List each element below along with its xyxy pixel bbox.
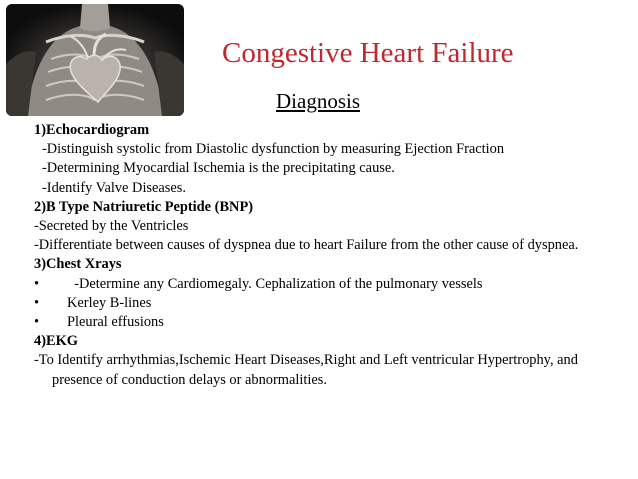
slide-subtitle: Diagnosis	[276, 89, 360, 113]
section-heading-ekg: 4)EKG	[34, 333, 78, 350]
xray-bullet-3-text: Pleural effusions	[67, 314, 164, 331]
slide-body	[34, 121, 630, 390]
slide-title: Congestive Heart Failure	[222, 37, 514, 69]
xray-bullet-1	[34, 275, 630, 294]
xray-bullet-2	[34, 294, 630, 313]
section-heading-chest-xrays: 3)Chest Xrays	[34, 256, 122, 273]
section-heading-echocardiogram: 1)Echocardiogram	[34, 122, 150, 138]
xray-bullet-1-text: -Determine any Cardiomegaly. Cephalization of the pulmonary vessels	[67, 275, 483, 292]
bullet-icon: •	[34, 294, 40, 311]
xray-bullet-2-text: Kerley B-lines	[67, 294, 152, 311]
section-heading-bnp: 2)B Type Natriuretic Peptide (BNP)	[34, 198, 254, 215]
anatomy-heart-icon	[6, 4, 184, 116]
bnp-line-2: -Differentiate between causes of dyspnea due to heart Failure from the other cause of dyspnea.	[34, 237, 579, 254]
bnp-line-1: -Secreted by the Ventricles	[34, 218, 189, 235]
echo-line-2: -Determining Myocardial Ischemia is the precipitating cause.	[42, 160, 395, 177]
bullet-icon: •	[34, 314, 40, 331]
bullet-icon: •	[34, 275, 40, 292]
heart-chest-image	[6, 4, 184, 116]
ekg-line-1: -To Identify arrhythmias,Ischemic Heart Diseases,Right and Left ventricular Hypertrophy, and presence of conduction delays or abnormalities.	[34, 352, 578, 388]
echo-line-1: -Distinguish systolic from Diastolic dysfunction by measuring Ejection Fraction	[42, 141, 505, 158]
echo-line-3: -Identify Valve Diseases.	[42, 179, 186, 196]
xray-bullet-3	[34, 313, 630, 332]
